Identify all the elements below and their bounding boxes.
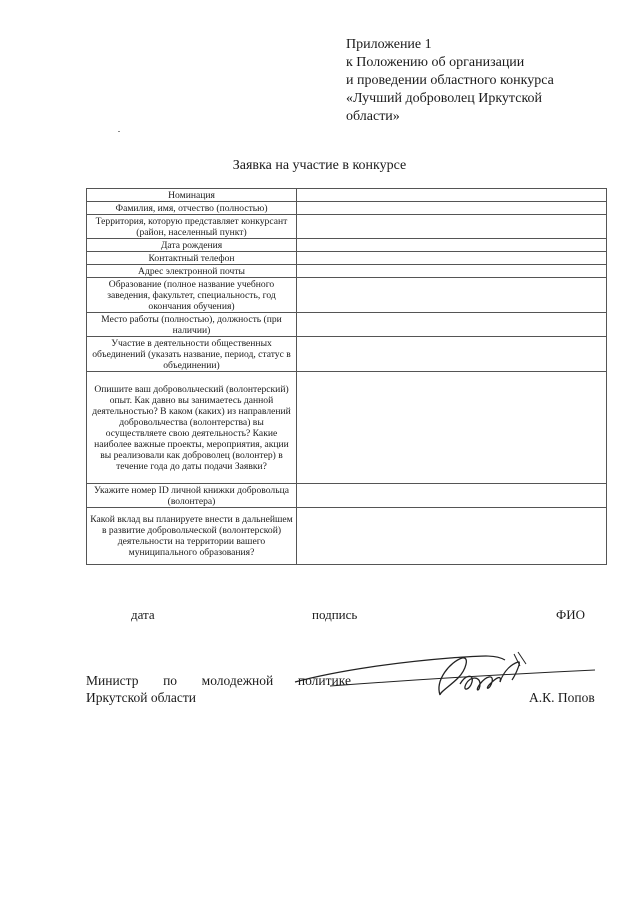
form-row bbox=[87, 215, 607, 239]
form-row-value-cell[interactable] bbox=[297, 239, 607, 252]
application-form-table bbox=[86, 188, 607, 565]
minister-title-word: политике bbox=[297, 673, 351, 688]
form-row-value-cell[interactable] bbox=[297, 265, 607, 278]
minister-title-word: молодежной bbox=[201, 673, 274, 688]
appendix-line: к Положению об организации bbox=[346, 55, 525, 70]
form-row-label: Дата рождения bbox=[87, 239, 297, 252]
form-row bbox=[87, 313, 607, 337]
form-row bbox=[87, 202, 607, 215]
form-row-label: Участие в деятельности общественных объединений (указать название, период, статус в объединении) bbox=[87, 337, 297, 372]
form-row bbox=[87, 252, 607, 265]
appendix-line: и проведении областного конкурса bbox=[346, 73, 554, 88]
signature-label: подпись bbox=[312, 607, 358, 622]
form-row-value-cell[interactable] bbox=[297, 337, 607, 372]
form-row-value-cell[interactable] bbox=[297, 278, 607, 313]
minister-title-word: по bbox=[163, 673, 178, 688]
form-row bbox=[87, 278, 607, 313]
form-row-value-cell[interactable] bbox=[297, 508, 607, 565]
form-row bbox=[87, 372, 607, 484]
fio-label: ФИО bbox=[556, 607, 586, 622]
form-row-label: Образование (полное название учебного заведения, факультет, специальность, год окончания обучения) bbox=[87, 278, 297, 313]
minister-name: А.К. Попов bbox=[529, 690, 595, 705]
form-row-value-cell[interactable] bbox=[297, 215, 607, 239]
form-row-label: Укажите номер ID личной книжки добровольца (волонтера) bbox=[87, 484, 297, 508]
form-row-value-cell[interactable] bbox=[297, 372, 607, 484]
minister-region: Иркутской области bbox=[86, 690, 197, 705]
appendix-line: области» bbox=[346, 109, 400, 124]
handwritten-signature bbox=[290, 640, 600, 710]
form-row-label: Номинация bbox=[87, 189, 297, 202]
form-row-label: Фамилия, имя, отчество (полностью) bbox=[87, 202, 297, 215]
form-row-value-cell[interactable] bbox=[297, 202, 607, 215]
form-row bbox=[87, 508, 607, 565]
form-title: Заявка на участие в конкурсе bbox=[232, 158, 407, 173]
form-row-label: Какой вклад вы планируете внести в дальнейшем в развитие добровольческой (волонтерской) деятельности на территории вашего муниципального образования? bbox=[87, 508, 297, 565]
minister-title-word: Министр bbox=[86, 673, 139, 688]
form-row bbox=[87, 484, 607, 508]
form-row-label: Опишите ваш добровольческий (волонтерский) опыт. Как давно вы занимаетесь данной деятельностью? В каком (каких) из направлений добровольчества (волонтерства) вы осуществляете свою деятельность? Какие наиболее важные проекты, мероприятия, акции вы реализовали как доброволец (волонтер) в течение года до даты подачи Заявки? bbox=[87, 372, 297, 484]
form-row-value-cell[interactable] bbox=[297, 252, 607, 265]
form-row bbox=[87, 239, 607, 252]
form-row bbox=[87, 189, 607, 202]
form-row-label: Территория, которую представляет конкурсант (район, населенный пункт) bbox=[87, 215, 297, 239]
date-label: дата bbox=[131, 607, 155, 622]
form-row-label: Адрес электронной почты bbox=[87, 265, 297, 278]
appendix-line: Приложение 1 bbox=[346, 37, 432, 52]
form-row-value-cell[interactable] bbox=[297, 189, 607, 202]
form-row bbox=[87, 337, 607, 372]
scan-speck bbox=[118, 131, 120, 132]
form-row-value-cell[interactable] bbox=[297, 484, 607, 508]
form-row-label: Контактный телефон bbox=[87, 252, 297, 265]
form-row-label: Место работы (полностью), должность (при наличии) bbox=[87, 313, 297, 337]
form-row bbox=[87, 265, 607, 278]
appendix-line: «Лучший доброволец Иркутской bbox=[346, 91, 543, 106]
form-row-value-cell[interactable] bbox=[297, 313, 607, 337]
appendix-header bbox=[346, 36, 626, 126]
